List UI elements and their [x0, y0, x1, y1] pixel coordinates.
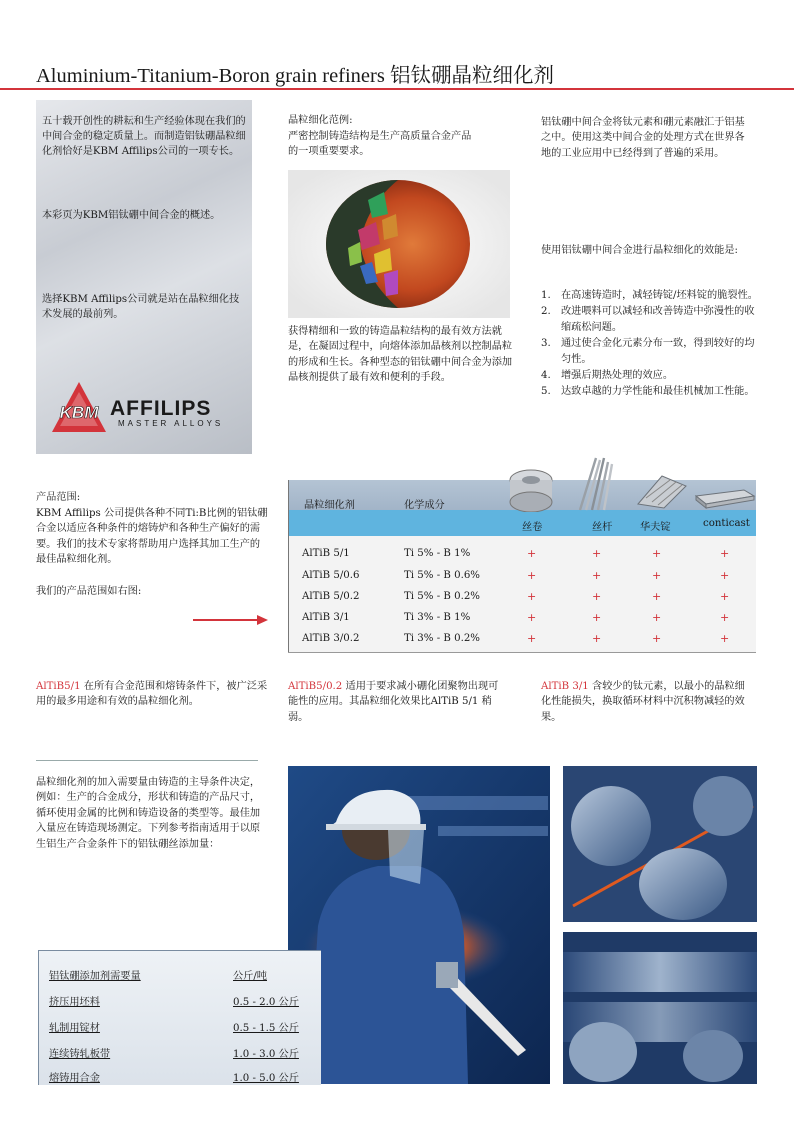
list-item: 2. 改进喂料可以减轻和改善铸造中弥漫性的收缩疏松问题。 [541, 306, 755, 333]
availability-mark: + [527, 590, 537, 603]
example-heading: 晶粒细化范例: [288, 115, 353, 126]
table-row-chem: Ti 5% - B 0.6% [404, 570, 480, 581]
availability-mark: + [592, 569, 602, 582]
rod-icon [574, 456, 618, 512]
intro-paragraph-2: 本彩页为KBM铝钛硼中间合金的概述。 [42, 210, 221, 221]
availability-mark: + [720, 590, 730, 603]
table-row-name: AlTiB 3/1 [302, 612, 350, 623]
availability-mark: + [592, 611, 602, 624]
availability-mark: + [720, 611, 730, 624]
section-divider [36, 760, 258, 761]
availability-mark: + [592, 632, 602, 645]
page-title: Aluminium-Titanium-Boron grain refiners 铝钛硼晶粒细化剂 [36, 65, 554, 87]
table-row-chem: Ti 3% - B 1% [404, 612, 471, 623]
table-row-name: AlTiB 5/0.6 [302, 570, 360, 581]
logo-tagline: MASTER ALLOYS [118, 419, 224, 428]
range-pointer-text: 我们的产品范围如右图: [36, 586, 142, 597]
kbm-logo-icon [48, 378, 110, 436]
note-altib5-1: AlTiB5/1 在所有合金范围和熔铸条件下，被广泛采用的最多用途和有效的晶粒细化剂。 [36, 681, 268, 708]
availability-mark: + [720, 632, 730, 645]
column-header-conticast: conticast [703, 518, 750, 529]
waffle-ingot-icon [636, 468, 688, 510]
table-row-name: AlTiB 5/0.2 [302, 591, 360, 602]
table-row: 熔铸用合金 1.0 - 5.0 公斤 [49, 1073, 299, 1084]
aluminium-billet-photo [563, 766, 757, 922]
table-row: 挤压用坯料 0.5 - 2.0 公斤 [49, 997, 299, 1008]
availability-mark: + [652, 569, 662, 582]
availability-mark: + [527, 569, 537, 582]
list-item: 4. 增强后期热处理的效应。 [541, 370, 674, 382]
column-header-refiner: 晶粒细化剂 [304, 500, 355, 511]
addition-table-header: 铝钛硼添加剂需要量 公斤/吨 [49, 971, 267, 982]
aluminium-coil-photo [563, 932, 757, 1084]
note-altib3-1: AlTiB 3/1 含较少的钛元素，以最小的晶粒细化性能损失，换取循环材料中沉积物减轻的效果。 [541, 681, 745, 723]
table-row-chem: Ti 5% - B 1% [404, 548, 471, 559]
column-header-coil: 丝卷 [522, 522, 543, 533]
table-bottom-border [288, 652, 756, 653]
availability-mark: + [652, 632, 662, 645]
availability-mark: + [652, 611, 662, 624]
availability-mark: + [527, 611, 537, 624]
table-row-chem: Ti 3% - B 0.2% [404, 633, 480, 644]
list-item: 1. 在高速铸造时，减轻铸锭/坯料锭的脆裂性。 [541, 290, 758, 301]
intro-panel [36, 100, 252, 454]
column-header-waffle: 华夫锭 [640, 522, 671, 533]
col3-paragraph-2: 使用铝钛硼中间合金进行晶粒细化的效能是: [541, 245, 738, 256]
title-divider [0, 88, 794, 90]
range-body: KBM Affilips 公司提供各种不同Ti:B比例的铝钛硼合金以适应各种条件的熔铸炉和各种生产偏好的需要。我们的技术专家将帮助用户选择其加工生产的最佳晶粒细化剂。 [36, 508, 268, 566]
availability-mark: + [527, 547, 537, 560]
col3-paragraph-1: 铝钛硼中间合金将钛元素和硼元素融汇于铝基之中。使用这类中间合金的处理方式在世界各地的工业应用中已经得到了普遍的采用。 [541, 117, 745, 159]
availability-mark: + [720, 569, 730, 582]
conticast-bar-icon [694, 484, 756, 510]
column-header-chemistry: 化学成分 [404, 500, 445, 511]
table-row-name: AlTiB 3/0.2 [302, 633, 360, 644]
availability-mark: + [592, 547, 602, 560]
intro-paragraph-3: 选择KBM Affilips公司就是站在晶粒细化技术发展的最前列。 [42, 294, 240, 321]
foundry-worker-photo [288, 766, 550, 1084]
note-altib5-0.2: AlTiB5/0.2 适用于要求减小硼化团聚物出现可能性的应用。其晶粒细化效果比AlTiB 5/1 稍弱。 [288, 681, 499, 723]
table-row: 连续铸轧板带 1.0 - 3.0 公斤 [49, 1049, 299, 1060]
table-row-name: AlTiB 5/1 [302, 548, 350, 559]
table-left-border [288, 480, 289, 652]
list-item: 3. 通过使合金化元素分布一致，得到较好的均匀性。 [541, 338, 755, 365]
arrow-right-icon [193, 614, 269, 626]
range-heading: 产品范围: [36, 492, 81, 503]
availability-mark: + [720, 547, 730, 560]
logo-mark-text: KBM [59, 403, 99, 422]
example-body: 获得精细和一致的铸造晶粒结构的最有效方法就是，在凝固过程中，向熔体添加晶核剂以控制晶粒的形成和生长。各种型态的铝钛硼中间合金为添加晶核剂提供了最有效和便利的手段。 [288, 326, 513, 384]
addition-paragraph: 晶粒细化剂的加入需要量由铸造的主导条件决定，例如：生产的合金成分，形状和铸造的产品尺寸，循环使用金属的比例和铸造设备的类型等。最佳加入量应在铸造现场测定。下列参考指南适用于以原生铝生产合金条件下的铝钛硼丝添加量： [36, 777, 261, 850]
benefits-list [541, 288, 759, 401]
intro-paragraph-1: 五十载开创性的耕耘和生产经验体现在我们的中间合金的稳定质量上。而制造铝钛硼晶粒细化剂恰好是KBM Affilips公司的一项专长。 [42, 116, 246, 158]
column-header-rod: 丝杆 [592, 522, 613, 533]
coil-icon [506, 466, 556, 512]
example-subheading: 严密控制铸造结构是生产高质量合金产品的一项重要要求。 [288, 131, 472, 158]
availability-mark: + [652, 590, 662, 603]
grain-structure-image [288, 170, 510, 318]
addition-table [38, 950, 321, 1085]
availability-mark: + [652, 547, 662, 560]
logo-wordmark: AFFILIPS [110, 397, 212, 420]
availability-mark: + [527, 632, 537, 645]
availability-mark: + [592, 590, 602, 603]
table-row: 轧制用锭材 0.5 - 1.5 公斤 [49, 1023, 299, 1034]
list-item: 5. 达致卓越的力学性能和最佳机械加工性能。 [541, 386, 755, 398]
table-row-chem: Ti 5% - B 0.2% [404, 591, 480, 602]
